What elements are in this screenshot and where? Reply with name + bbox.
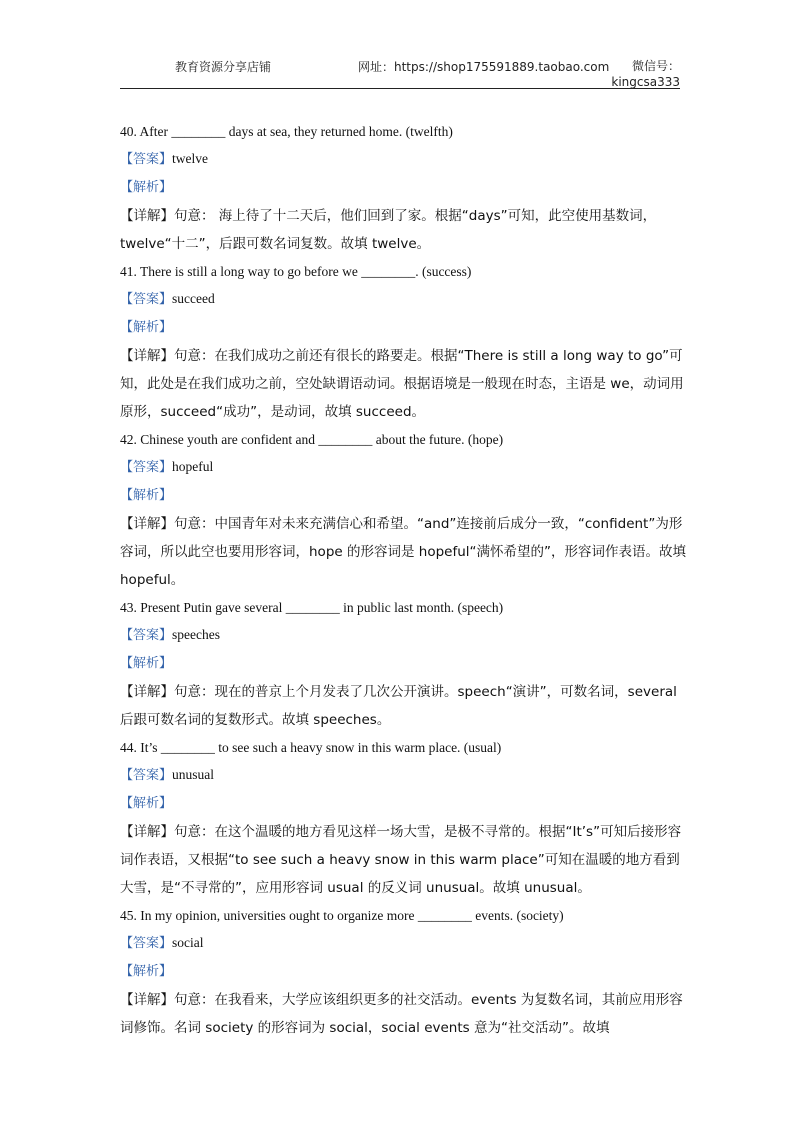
analysis-tag: 【解析】 <box>120 656 173 671</box>
answer-line <box>120 454 686 482</box>
exercise-list <box>120 120 686 1044</box>
detail-paragraph <box>120 202 686 258</box>
analysis-tag: 【解析】 <box>120 964 173 979</box>
analysis-line <box>120 790 686 818</box>
question-text: 44. It’s ________ to see such a heavy snow in this warm place. (usual) <box>120 740 502 755</box>
answer-value: speeches <box>172 627 220 642</box>
detail-tag: 【详解】 <box>120 684 174 700</box>
exercise-item <box>120 428 686 594</box>
answer-value: succeed <box>172 291 215 306</box>
detail-paragraph <box>120 510 686 594</box>
wechat-id: kingcsa333 <box>611 75 680 89</box>
analysis-tag: 【解析】 <box>120 180 173 195</box>
detail-tag: 【详解】 <box>120 208 174 224</box>
detail-text: 句意： 海上待了十二天后，他们回到了家。根据“days”可知，此空使用基数词，twelve“十二”，后跟可数名词复数。故填 twelve。 <box>120 208 657 252</box>
answer-line <box>120 622 686 650</box>
answer-value: unusual <box>172 767 215 782</box>
detail-tag: 【详解】 <box>120 516 174 532</box>
detail-text: 句意：在我看来，大学应该组织更多的社交活动。events 为复数名词，其前应用形容词修饰。名词 society 的形容词为 social，social events 意为“社交活动”。故填 <box>120 992 683 1036</box>
analysis-tag: 【解析】 <box>120 320 173 335</box>
answer-tag: 【答案】 <box>120 292 173 307</box>
answer-line <box>120 146 686 174</box>
answer-line <box>120 762 686 790</box>
answer-value: hopeful <box>172 459 214 474</box>
question-text: 43. Present Putin gave several ________ in public last month. (speech) <box>120 600 504 615</box>
wechat-info <box>611 58 680 90</box>
answer-line <box>120 286 686 314</box>
detail-paragraph <box>120 818 686 902</box>
detail-paragraph <box>120 678 686 734</box>
detail-text: 句意：在我们成功之前还有很长的路要走。根据“There is still a long way to go”可知，此处是在我们成功之前，空处缺谓语动词。根据语境是一般现在时态，主语是 we，动词用原形，succeed“成功”，是动词，故填 succeed。 <box>120 348 684 420</box>
answer-line <box>120 930 686 958</box>
analysis-tag: 【解析】 <box>120 488 173 503</box>
exercise-item <box>120 260 686 426</box>
shop-name: 教育资源分享店铺 <box>175 60 272 74</box>
answer-tag: 【答案】 <box>120 460 173 475</box>
answer-value: twelve <box>172 151 209 166</box>
detail-tag: 【详解】 <box>120 824 174 840</box>
analysis-line <box>120 482 686 510</box>
question-text: 45. In my opinion, universities ought to organize more ________ events. (society) <box>120 908 564 923</box>
question-text: 40. After ________ days at sea, they returned home. (twelfth) <box>120 124 453 139</box>
shop-url[interactable]: 网址：https://shop175591889.taobao.com <box>358 60 610 74</box>
answer-tag: 【答案】 <box>120 768 173 783</box>
analysis-line <box>120 958 686 986</box>
answer-tag: 【答案】 <box>120 152 173 167</box>
detail-text: 句意：现在的普京上个月发表了几次公开演讲。speech“演讲”，可数名词，several 后跟可数名词的复数形式。故填 speeches。 <box>120 684 677 728</box>
exercise-item <box>120 120 686 258</box>
detail-paragraph <box>120 986 686 1042</box>
answer-tag: 【答案】 <box>120 936 173 951</box>
page-header <box>120 52 680 90</box>
answer-tag: 【答案】 <box>120 628 173 643</box>
header-divider <box>120 88 680 89</box>
analysis-line <box>120 314 686 342</box>
exercise-item <box>120 736 686 902</box>
detail-tag: 【详解】 <box>120 992 174 1008</box>
detail-text: 句意：中国青年对未来充满信心和希望。“and”连接前后成分一致，“confident”为形容词，所以此空也要用形容词，hope 的形容词是 hopeful“满怀希望的”，形容词作表语。故填 hopeful。 <box>120 516 687 588</box>
question-text: 42. Chinese youth are confident and ________ about the future. (hope) <box>120 432 504 447</box>
detail-tag: 【详解】 <box>120 348 174 364</box>
wechat-label: 微信号： <box>631 59 680 73</box>
analysis-line <box>120 174 686 202</box>
detail-text: 句意：在这个温暖的地方看见这样一场大雪，是极不寻常的。根据“It’s”可知后接形容词作表语，又根据“to see such a heavy snow in this warm place”可知在温暖的地方看到大雪，是“不寻常的”，应用形容词 usual 的反义词 unusual。故填 unusual。 <box>120 824 682 896</box>
answer-value: social <box>172 935 204 950</box>
analysis-line <box>120 650 686 678</box>
question-text: 41. There is still a long way to go before we ________. (success) <box>120 264 472 279</box>
exercise-item <box>120 596 686 734</box>
analysis-tag: 【解析】 <box>120 796 173 811</box>
detail-paragraph <box>120 342 686 426</box>
exercise-item <box>120 904 686 1042</box>
